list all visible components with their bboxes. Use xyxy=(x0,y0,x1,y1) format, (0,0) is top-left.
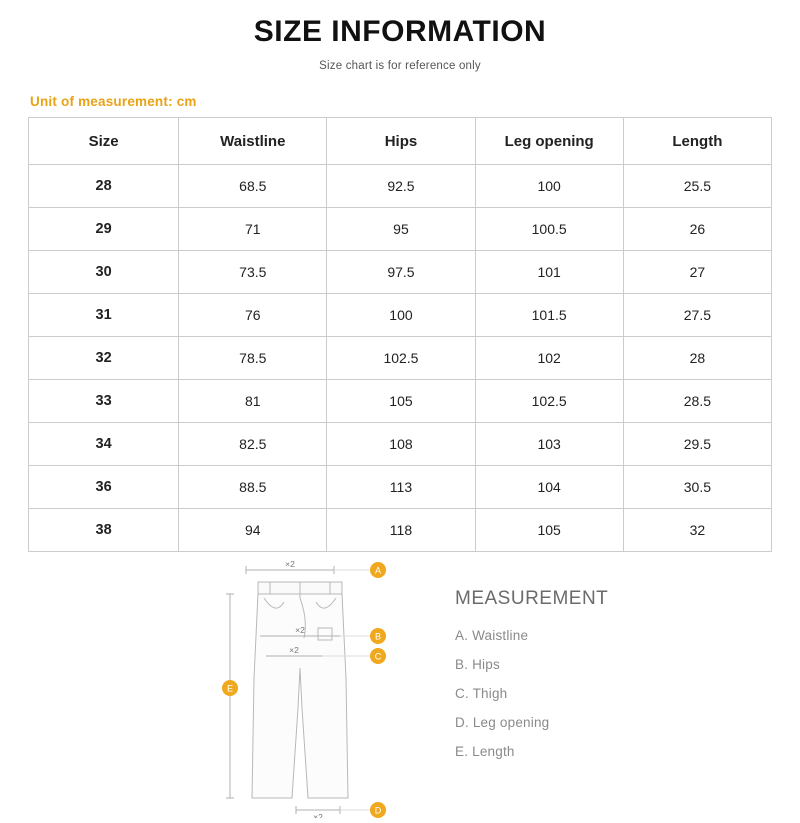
cell-leg-opening: 102 xyxy=(475,337,623,380)
cell-size: 29 xyxy=(29,208,179,251)
cell-waistline: 94 xyxy=(179,509,327,552)
table-row xyxy=(29,466,772,509)
cell-length: 30.5 xyxy=(623,466,771,509)
cell-leg-opening: 100.5 xyxy=(475,208,623,251)
table-row xyxy=(29,423,772,466)
cell-leg-opening: 101 xyxy=(475,251,623,294)
cell-hips: 100 xyxy=(327,294,475,337)
cell-hips: 95 xyxy=(327,208,475,251)
svg-text:A: A xyxy=(374,565,382,576)
cell-waistline: 68.5 xyxy=(179,165,327,208)
unit-of-measurement-note: Unit of measurement: cm xyxy=(30,94,197,109)
cell-hips: 108 xyxy=(327,423,475,466)
measurement-item-d: D. Leg opening xyxy=(455,715,550,730)
cell-hips: 113 xyxy=(327,466,475,509)
svg-text:×2: ×2 xyxy=(289,645,299,655)
size-information-page xyxy=(0,12,800,818)
page-subtitle: Size chart is for reference only xyxy=(319,60,481,72)
cell-size: 30 xyxy=(29,251,179,294)
svg-text:D: D xyxy=(374,805,382,816)
cell-waistline: 71 xyxy=(179,208,327,251)
cell-length: 26 xyxy=(623,208,771,251)
svg-text:C: C xyxy=(374,651,382,662)
cell-size: 38 xyxy=(29,509,179,552)
table-row xyxy=(29,251,772,294)
cell-hips: 105 xyxy=(327,380,475,423)
measurement-item-a: A. Waistline xyxy=(455,628,529,643)
cell-size: 28 xyxy=(29,165,179,208)
svg-text:×2: ×2 xyxy=(313,812,323,818)
cell-hips: 97.5 xyxy=(327,251,475,294)
cell-waistline: 73.5 xyxy=(179,251,327,294)
measurement-item-e: E. Length xyxy=(455,744,515,759)
column-header-length: Length xyxy=(623,118,771,165)
size-chart-table xyxy=(28,117,772,552)
cell-waistline: 81 xyxy=(179,380,327,423)
cell-waistline: 76 xyxy=(179,294,327,337)
cell-length: 28 xyxy=(623,337,771,380)
cell-size: 34 xyxy=(29,423,179,466)
cell-leg-opening: 101.5 xyxy=(475,294,623,337)
cell-size: 31 xyxy=(29,294,179,337)
svg-text:×2: ×2 xyxy=(295,625,305,635)
cell-waistline: 88.5 xyxy=(179,466,327,509)
measurement-legend xyxy=(455,588,608,773)
table-row xyxy=(29,380,772,423)
column-header-waistline: Waistline xyxy=(179,118,327,165)
cell-length: 25.5 xyxy=(623,165,771,208)
page-title: SIZE INFORMATION xyxy=(253,15,547,48)
cell-length: 28.5 xyxy=(623,380,771,423)
cell-leg-opening: 100 xyxy=(475,165,623,208)
cell-hips: 92.5 xyxy=(327,165,475,208)
cell-leg-opening: 105 xyxy=(475,509,623,552)
cell-length: 32 xyxy=(623,509,771,552)
measurement-heading: MEASUREMENT xyxy=(455,588,609,609)
table-header-row xyxy=(29,118,772,165)
svg-text:E: E xyxy=(226,683,234,694)
cell-waistline: 82.5 xyxy=(179,423,327,466)
cell-length: 27.5 xyxy=(623,294,771,337)
pants-measurement-diagram xyxy=(200,558,400,818)
svg-text:×2: ×2 xyxy=(285,559,295,569)
cell-size: 33 xyxy=(29,380,179,423)
column-header-size: Size xyxy=(29,118,179,165)
table-row xyxy=(29,337,772,380)
svg-text:B: B xyxy=(374,631,382,642)
column-header-hips: Hips xyxy=(327,118,475,165)
measurement-item-b: B. Hips xyxy=(455,657,500,672)
cell-hips: 118 xyxy=(327,509,475,552)
cell-hips: 102.5 xyxy=(327,337,475,380)
cell-size: 32 xyxy=(29,337,179,380)
table-row xyxy=(29,165,772,208)
column-header-leg-opening: Leg opening xyxy=(475,118,623,165)
cell-size: 36 xyxy=(29,466,179,509)
cell-waistline: 78.5 xyxy=(179,337,327,380)
cell-leg-opening: 104 xyxy=(475,466,623,509)
cell-length: 29.5 xyxy=(623,423,771,466)
measurement-item-c: C. Thigh xyxy=(455,686,508,701)
table-row xyxy=(29,208,772,251)
table-row xyxy=(29,509,772,552)
cell-leg-opening: 102.5 xyxy=(475,380,623,423)
cell-length: 27 xyxy=(623,251,771,294)
cell-leg-opening: 103 xyxy=(475,423,623,466)
table-row xyxy=(29,294,772,337)
measurement-section xyxy=(0,558,800,818)
